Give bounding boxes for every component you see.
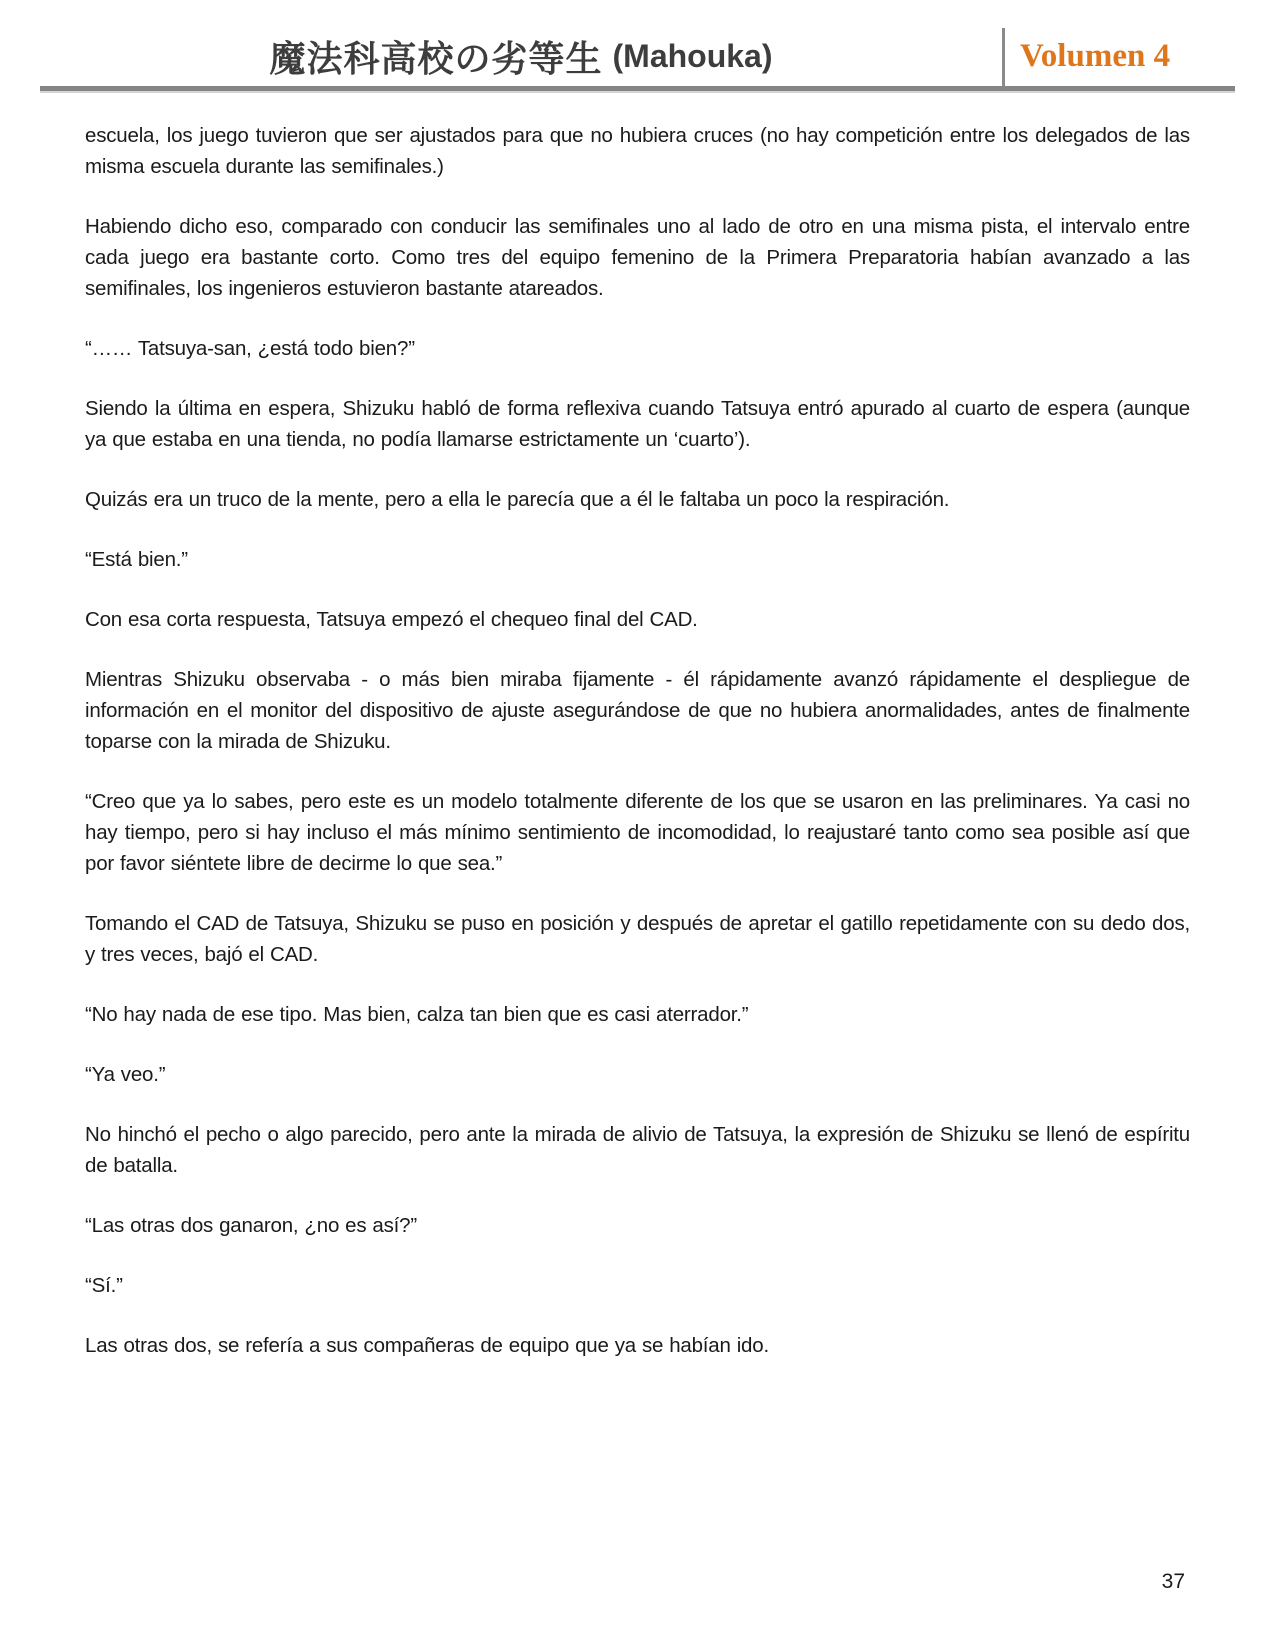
paragraph: Las otras dos, se refería a sus compañeras de equipo que ya se habían ido.	[85, 1334, 769, 1357]
paragraph: escuela, los juego tuvieron que ser ajustados para que no hubiera cruces (no hay competición entre los delegados de las misma escuela durante las semifinales.)	[85, 124, 1190, 178]
paragraph-dialogue: “Está bien.”	[85, 548, 188, 571]
paragraph-dialogue: “Ya veo.”	[85, 1063, 166, 1086]
paragraph: Quizás era un truco de la mente, pero a ella le parecía que a él le faltaba un poco la respiración.	[85, 488, 950, 511]
book-title-latin: (Mahouka)	[612, 37, 773, 74]
header-horizontal-rule	[40, 86, 1235, 93]
paragraph: Con esa corta respuesta, Tatsuya empezó el chequeo final del CAD.	[85, 608, 698, 631]
paragraph: No hinchó el pecho o algo parecido, pero ante la mirada de alivio de Tatsuya, la expresión de Shizuku se llenó de espíritu de batalla.	[85, 1123, 1190, 1177]
page-number: 37	[1161, 1570, 1185, 1593]
volume-label: Volumen 4	[1020, 37, 1171, 74]
paragraph: Habiendo dicho eso, comparado con conducir las semifinales uno al lado de otro en una misma pista, el intervalo entre cada juego era bastante corto. Como tres del equipo femenino de la Primera Preparatoria habían avanzado a las semifinales, los ingenieros estuvieron bastante atareados.	[85, 215, 1190, 300]
paragraph-dialogue: “Sí.”	[85, 1274, 123, 1297]
paragraph: Siendo la última en espera, Shizuku habló de forma reflexiva cuando Tatsuya entró apurado al cuarto de espera (aunque ya que estaba en una tienda, no podía llamarse estrictamente un ‘cuarto’).	[85, 397, 1190, 451]
paragraph: Mientras Shizuku observaba - o más bien miraba fijamente - él rápidamente avanzó rápidamente el despliegue de información en el monitor del dispositivo de ajuste asegurándose de que no hubiera anormalidades, antes de finalmente toparse con la mirada de Shizuku.	[85, 668, 1190, 753]
paragraph-dialogue: “Creo que ya lo sabes, pero este es un modelo totalmente diferente de los que se usaron en las preliminares. Ya casi no hay tiempo, pero si hay incluso el más mínimo sentimiento de incomodidad, lo reajustaré tanto como sea posible así que por favor siéntete libre de decirme lo que sea.”	[85, 790, 1190, 875]
paragraph-dialogue: “Las otras dos ganaron, ¿no es así?”	[85, 1214, 417, 1237]
paragraph: Tomando el CAD de Tatsuya, Shizuku se puso en posición y después de apretar el gatillo repetidamente con su dedo dos, y tres veces, bajó el CAD.	[85, 912, 1190, 966]
paragraph-dialogue: “…… Tatsuya-san, ¿está todo bien?”	[85, 337, 415, 360]
book-title-japanese: 魔法科高校の劣等生	[269, 38, 603, 79]
body-text	[0, 93, 1275, 1361]
page-header	[40, 26, 1235, 86]
paragraph-dialogue: “No hay nada de ese tipo. Mas bien, calza tan bien que es casi aterrador.”	[85, 1003, 749, 1026]
book-title	[40, 26, 1002, 86]
volume-area	[1005, 26, 1235, 86]
